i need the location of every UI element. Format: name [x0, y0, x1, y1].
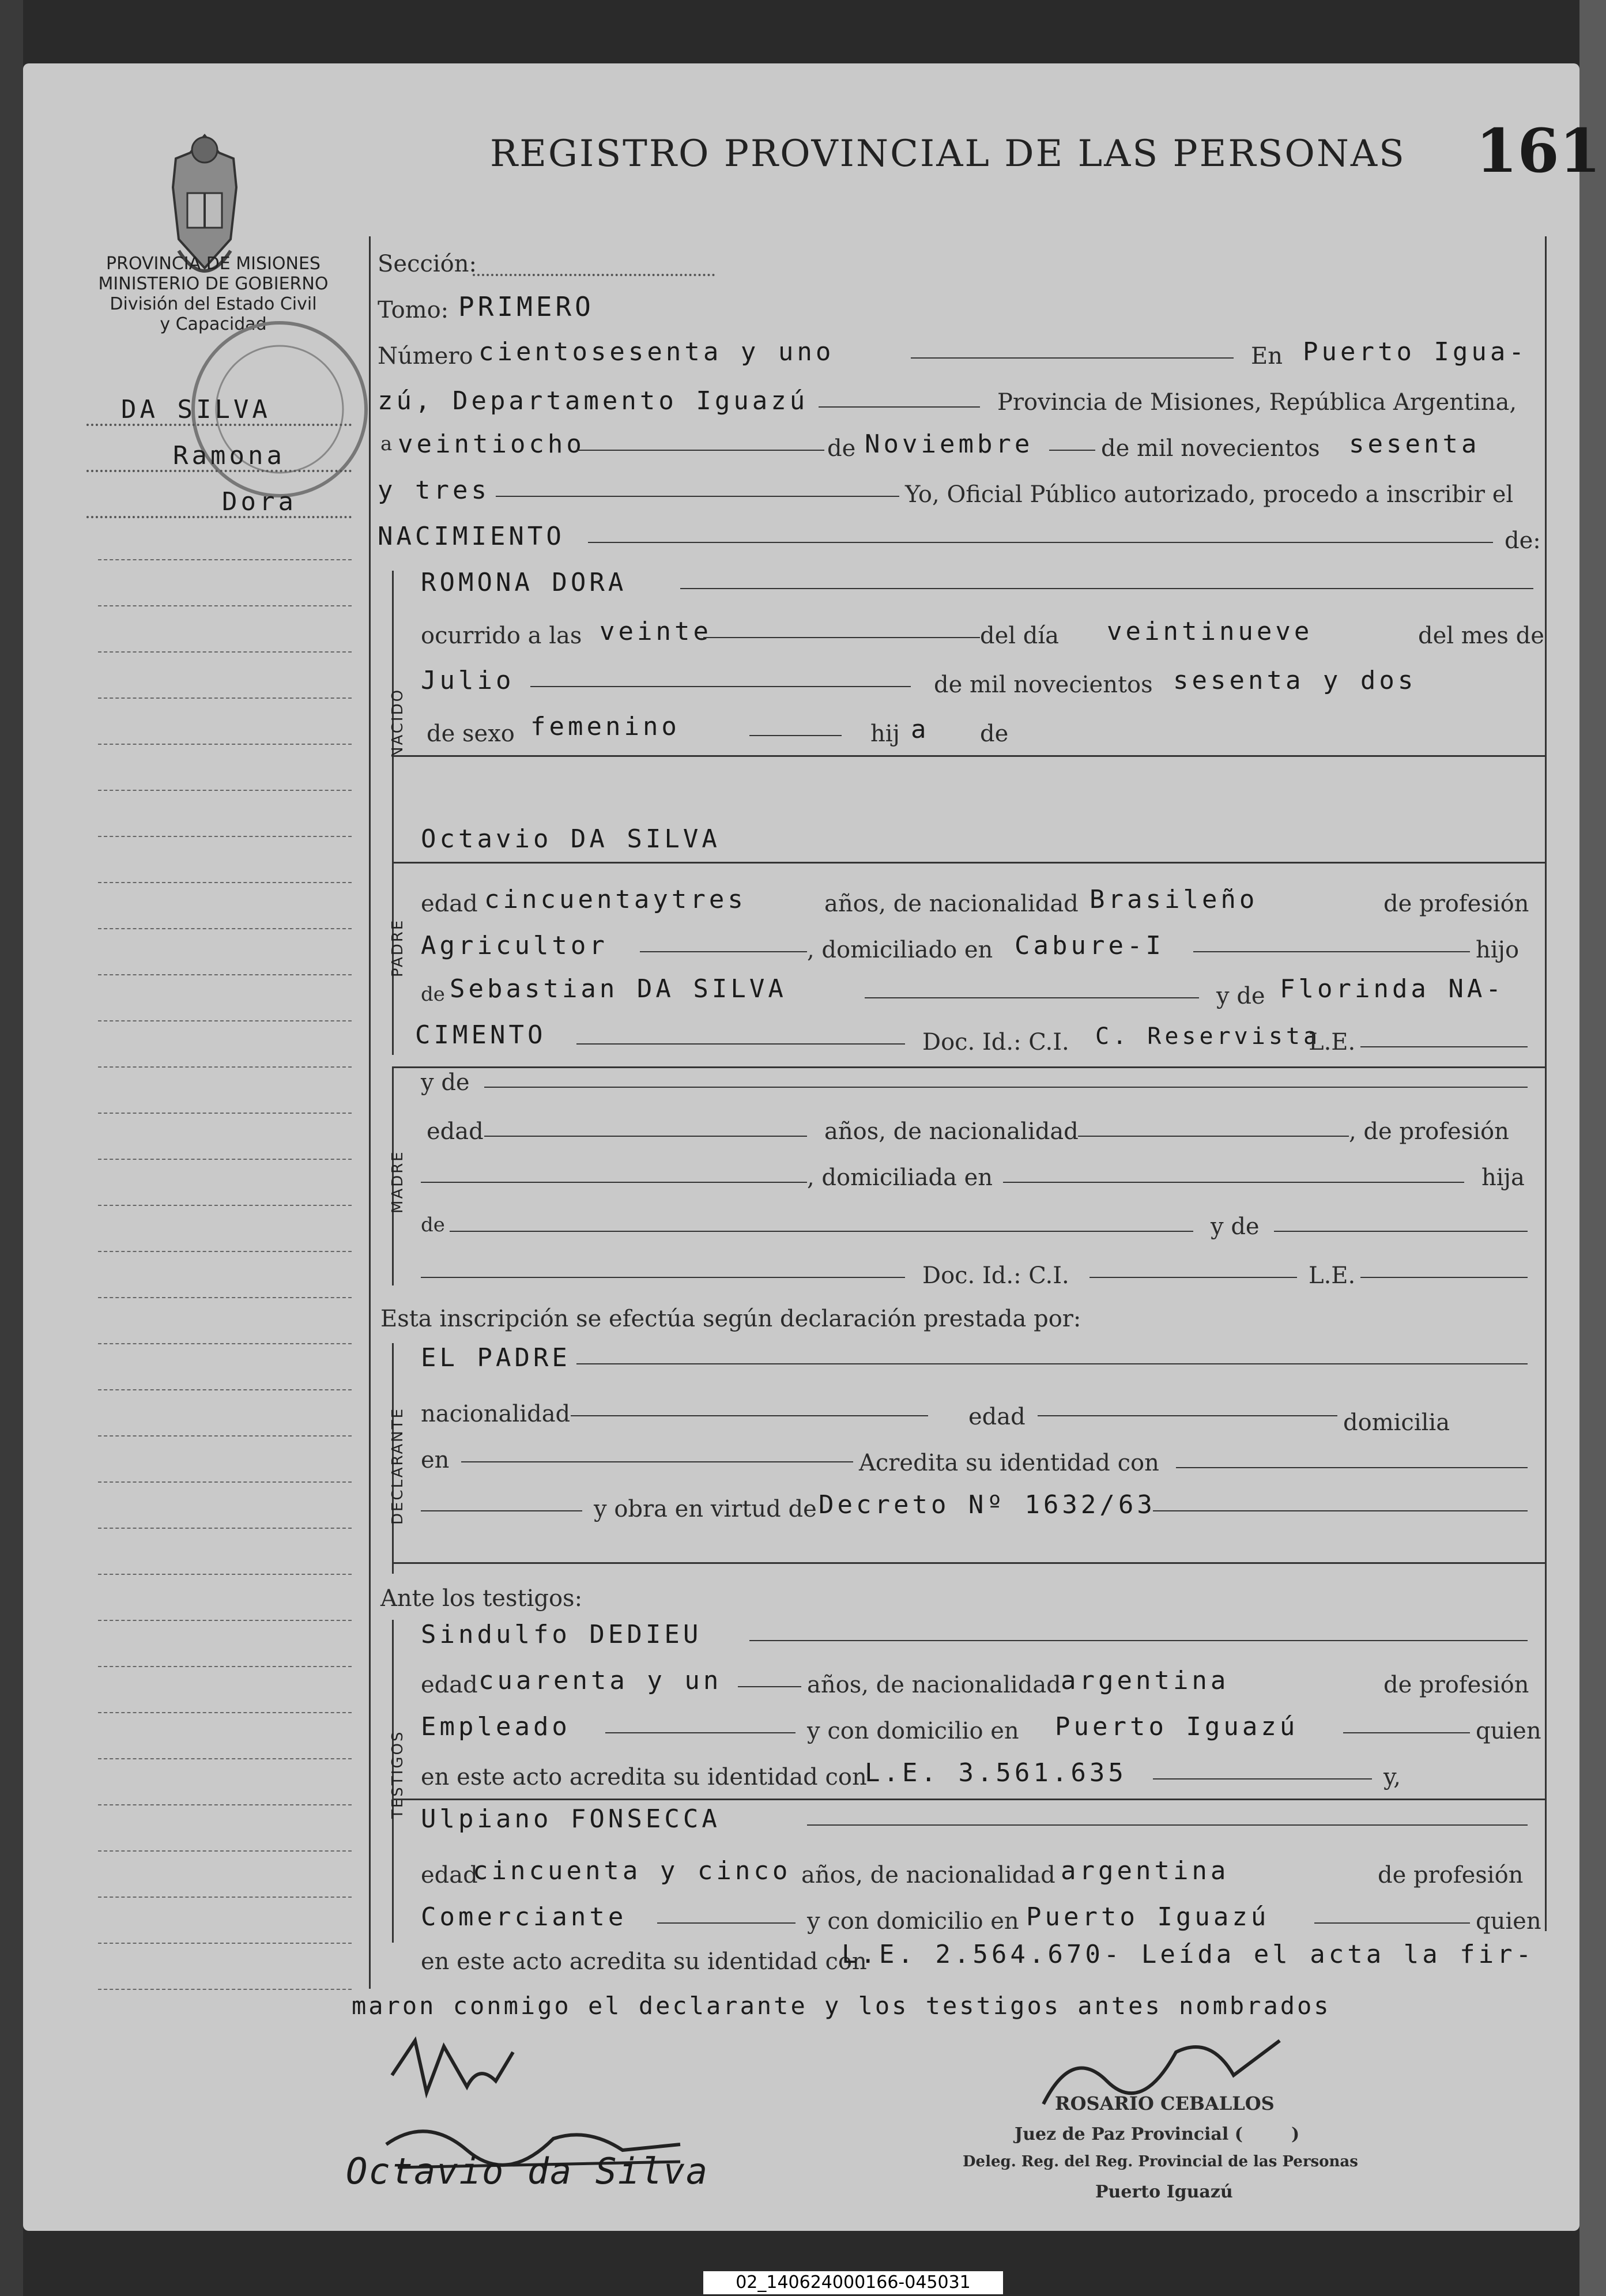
padre-nombre: Octavio DA SILVA — [421, 824, 721, 854]
padre-profesion: Agricultor — [421, 931, 608, 960]
madre-y-de-label: y de — [421, 1069, 470, 1096]
numero-value: cientosesenta y uno — [478, 337, 835, 367]
leader-line — [657, 1922, 796, 1924]
hijo-suffix: a — [911, 715, 930, 744]
declarante-decreto: Decreto Nº 1632/63 — [819, 1490, 1156, 1520]
padre-hijo-label: hijo — [1476, 937, 1520, 963]
padre-domicilio: Cabure-I — [1015, 931, 1164, 960]
mil-label: de mil novecientos — [1101, 435, 1320, 462]
t1-quien-label: quien — [1476, 1718, 1541, 1744]
t2-profesion-label: de profesión — [1378, 1862, 1524, 1888]
hijo-label: hij — [870, 721, 900, 747]
madre-doc-label: Doc. Id.: C.I. — [922, 1262, 1069, 1289]
leader-line — [496, 496, 899, 497]
margin-dotted-line — [86, 424, 352, 426]
padre-divider — [392, 862, 1545, 864]
leader-line — [484, 1087, 1528, 1088]
mil-nac-label: de mil novecientos — [934, 672, 1153, 698]
testigo1-nombre: Sindulfo DEDIEU — [421, 1620, 702, 1649]
tomo-value: PRIMERO — [458, 291, 594, 322]
leader-line — [807, 1824, 1528, 1826]
page-number: 161 — [1476, 115, 1601, 186]
dia-nac-value: veintinueve — [1107, 617, 1313, 646]
declarante-nacionalidad-label: nacionalidad — [421, 1401, 571, 1427]
leader-line — [1314, 1922, 1470, 1924]
t1-edad-label: edad — [421, 1672, 478, 1698]
t1-domicilio: Puerto Iguazú — [1055, 1712, 1299, 1741]
t2-profesion: Comerciante — [421, 1902, 627, 1932]
declarante-section-label: DECLARANTE — [389, 1407, 406, 1525]
padre-padre: Sebastian DA SILVA — [450, 974, 787, 1004]
leader-line — [1193, 951, 1470, 952]
official-place: Puerto Iguazú — [1095, 2182, 1233, 2202]
declarante-obra-label: y obra en virtud de — [594, 1496, 817, 1522]
numero-label: Número — [378, 343, 473, 370]
leader-line — [1176, 1467, 1528, 1468]
en-value: Puerto Igua- — [1303, 337, 1528, 367]
de-label: de — [827, 435, 856, 462]
leader-line — [1078, 1136, 1349, 1137]
del-dia-label: del día — [980, 623, 1060, 649]
dia-value: veintiocho — [398, 429, 585, 459]
anio-continuation: y tres — [378, 476, 490, 505]
register-page — [23, 63, 1601, 2231]
yo-text: Yo, Oficial Público autorizado, procedo a inscribir el — [905, 481, 1514, 508]
leader-line — [680, 588, 1533, 589]
leader-line — [421, 1277, 905, 1278]
t1-doc: L.E. 3.561.635 — [865, 1758, 1127, 1788]
anio-nac-value: sesenta y dos — [1173, 666, 1417, 695]
leader-line — [450, 1231, 1193, 1232]
madre-section-label: MADRE — [389, 1150, 406, 1213]
testigos-intro: Ante los testigos: — [380, 1585, 583, 1612]
closing-text: maron conmigo el declarante y los testigos antes nombrados — [352, 1992, 1331, 2020]
madre-edad-label: edad — [427, 1118, 484, 1145]
leader-line — [576, 1363, 1528, 1364]
ocurrido-label: ocurrido a las — [421, 623, 582, 649]
madre-hija-label: hija — [1481, 1164, 1525, 1191]
t1-edad-value: cuarenta y un — [478, 1666, 722, 1695]
nacido-section-label: NACIDO — [389, 688, 406, 758]
leader-line — [1274, 1231, 1528, 1232]
leader-line — [1038, 1415, 1337, 1416]
leader-line — [911, 357, 1234, 359]
en-label: En — [1251, 343, 1283, 370]
ministry-line-4: y Capacidad — [160, 314, 267, 334]
t1-anios-label: años, de nacionalidad — [807, 1672, 1061, 1698]
padre-y-de-label: y de — [1216, 983, 1265, 1009]
t2-nacionalidad: argentina — [1061, 1856, 1230, 1886]
leader-line — [1343, 1732, 1470, 1733]
a-label: a — [380, 432, 393, 455]
padre-section-label: PADRE — [389, 918, 406, 977]
madre-anios-label: años, de nacionalidad — [824, 1118, 1079, 1145]
testigos-divider — [392, 1799, 1545, 1800]
tomo-label: Tomo: — [378, 297, 449, 323]
leader-line — [1049, 450, 1095, 451]
leader-line — [1003, 1182, 1464, 1183]
mes-value: Noviembre — [865, 429, 1034, 459]
form-frame-right — [1545, 236, 1547, 1931]
margin-first-name: Ramona — [173, 441, 285, 470]
leader-line — [1360, 1277, 1528, 1278]
official-title-paren: ) — [1291, 2124, 1300, 2144]
padre-le-label: L.E. — [1309, 1029, 1356, 1055]
father-signature: Octavio da Silva — [346, 2150, 709, 2192]
leader-line — [640, 951, 807, 952]
padre-madre: Florinda NA- — [1280, 974, 1505, 1004]
t1-y-label: y, — [1383, 1764, 1401, 1790]
locality-continuation: zú, Departamento Iguazú — [378, 386, 809, 416]
t2-anios-label: años, de nacionalidad — [801, 1862, 1055, 1888]
sexo-value: femenino — [530, 712, 680, 741]
padre-edad-label: edad — [421, 891, 478, 917]
leader-line — [865, 997, 1199, 998]
declarante-acredita-label: Acredita su identidad con — [859, 1450, 1159, 1476]
del-mes-label: del mes de — [1418, 623, 1544, 649]
leader-line — [1153, 1510, 1528, 1511]
acto-value: NACIMIENTO — [378, 522, 565, 551]
declarante-en-label: en — [421, 1447, 450, 1473]
leader-line — [1360, 1046, 1528, 1047]
margin-dotted-line — [86, 516, 352, 518]
testigo2-nombre: Ulpiano FONSECCA — [421, 1804, 721, 1834]
nacido-divider — [392, 755, 1545, 757]
book-binding-right — [1579, 0, 1606, 2296]
margin-second-name: Dora — [222, 487, 297, 516]
ministry-line-2: MINISTERIO DE GOBIERNO — [98, 274, 329, 294]
leader-line — [749, 735, 842, 736]
leader-line — [421, 1182, 807, 1183]
t2-acredita-label: en este acto acredita su identidad con — [421, 1948, 867, 1975]
declarante-bottom — [392, 1562, 1545, 1564]
de-label-2: de: — [1505, 527, 1541, 554]
padre-doc-label: Doc. Id.: C.I. — [922, 1029, 1069, 1055]
leader-line — [571, 1415, 928, 1416]
leader-line — [1089, 1277, 1297, 1278]
declarante-intro: Esta inscripción se efectúa según declaración prestada por: — [380, 1306, 1081, 1332]
declarante-domicilia-label: domicilia — [1343, 1409, 1450, 1436]
hora-value: veinte — [600, 617, 712, 646]
t2-edad-label: edad — [421, 1862, 478, 1888]
leader-line — [738, 1686, 801, 1687]
anio-value: sesenta — [1349, 429, 1480, 459]
leader-line — [530, 686, 911, 687]
leader-line — [421, 1510, 582, 1511]
t2-domicilio-label: y con domicilio en — [807, 1908, 1019, 1935]
official-title: Juez de Paz Provincial ( — [1015, 2124, 1243, 2144]
nacido-nombre: ROMONA DORA — [421, 568, 627, 597]
leader-line — [576, 1043, 905, 1045]
padre-anios-label: años, de nacionalidad — [824, 891, 1079, 917]
declarante-edad-label: edad — [968, 1404, 1026, 1430]
leader-line — [461, 1461, 853, 1462]
t2-doc-line: L.E. 2.564.670- Leída el acta la fir- — [842, 1940, 1535, 1969]
padre-domicilio-label: , domiciliado en — [807, 937, 993, 963]
t1-nacionalidad: argentina — [1061, 1666, 1230, 1695]
mes-nac-value: Julio — [421, 666, 515, 695]
seccion-label: Sección: — [378, 251, 477, 277]
leader-line — [749, 1640, 1528, 1641]
de-nac-label: de — [980, 721, 1009, 747]
t1-domicilio-label: y con domicilio en — [807, 1718, 1019, 1744]
padre-doc-value: C. Reservista — [1095, 1023, 1321, 1050]
leader-line — [1153, 1778, 1372, 1780]
book-binding-left — [0, 0, 23, 2296]
padre-de-label: de — [421, 983, 445, 1006]
t2-edad-value: cincuenta y cinco — [473, 1856, 791, 1886]
madre-profesion-label: , de profesión — [1349, 1118, 1509, 1145]
madre-de-label: de — [421, 1213, 445, 1236]
leader-line — [576, 450, 824, 451]
leader-line — [484, 1136, 807, 1137]
ministry-line-1: PROVINCIA DE MISIONES — [106, 254, 321, 274]
madre-domicilio-label: , domiciliada en — [807, 1164, 993, 1191]
padre-edad-value: cincuentaytres — [484, 885, 747, 914]
provincia-text: Provincia de Misiones, República Argentina, — [997, 389, 1517, 416]
padre-profesion-label: de profesión — [1383, 891, 1529, 917]
madre-y-de2-label: y de — [1211, 1213, 1260, 1240]
file-id-label: 02_140624000166-045031 — [703, 2271, 1003, 2294]
margin-dotted-line — [86, 470, 352, 472]
leader-line — [703, 637, 980, 638]
madre-le-label: L.E. — [1309, 1262, 1356, 1289]
leader-line — [819, 406, 980, 408]
official-name: ROSARIO CEBALLOS — [1055, 2093, 1275, 2114]
margin-surname: DA SILVA — [121, 395, 271, 424]
padre-nacionalidad: Brasileño — [1089, 885, 1258, 914]
sexo-label: de sexo — [427, 721, 515, 747]
official-office: Deleg. Reg. del Reg. Provincial de las Personas — [963, 2153, 1358, 2170]
ministry-line-3: División del Estado Civil — [110, 294, 317, 314]
t1-profesion-label: de profesión — [1383, 1672, 1529, 1698]
padre-bottom — [392, 1066, 1545, 1068]
padre-madre-cont: CIMENTO — [415, 1020, 546, 1050]
leader-line — [588, 542, 1493, 543]
t1-acredita-label: en este acto acredita su identidad con — [421, 1764, 867, 1790]
t2-quien-label: quien — [1476, 1908, 1541, 1935]
t2-domicilio: Puerto Iguazú — [1026, 1902, 1270, 1932]
seccion-field-line — [473, 274, 715, 276]
t1-profesion: Empleado — [421, 1712, 571, 1741]
testigos-section-label: TESTIGOS — [389, 1730, 406, 1819]
leader-line — [605, 1732, 796, 1733]
page-title: REGISTRO PROVINCIAL DE LAS PERSONAS — [490, 133, 1406, 175]
declarante-nombre: EL PADRE — [421, 1343, 571, 1373]
form-frame-left — [369, 236, 371, 1989]
